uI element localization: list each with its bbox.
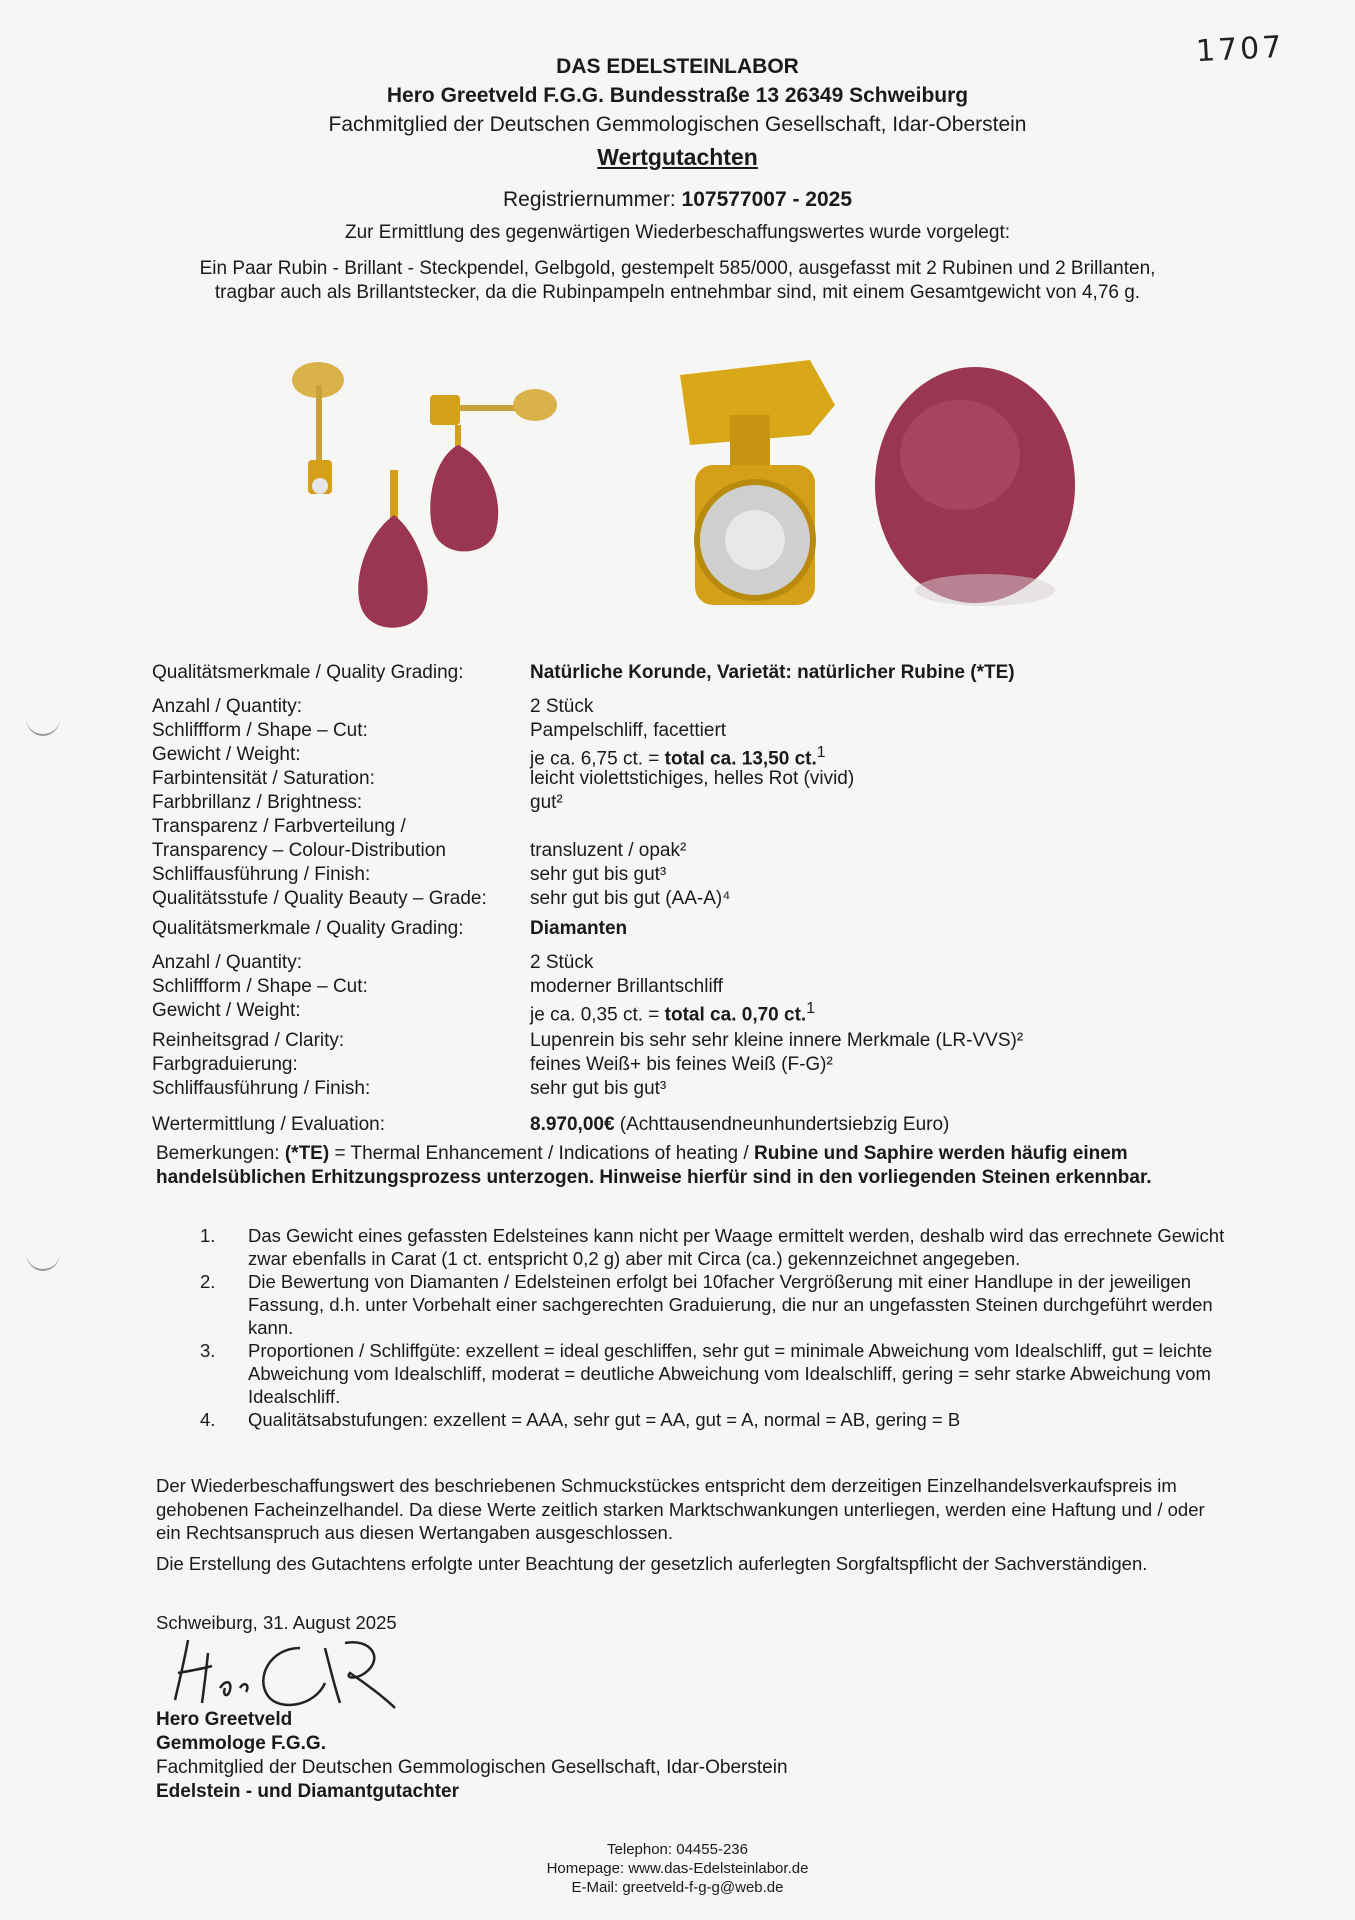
liability-paragraph: Der Wiederbeschaffungswert des beschriebenen Schmuckstückes entspricht dem derzeitigen Einzelhandelsverkaufspreis im gehobenen Facheinzelhandel. Da diese Werte zeitlich starken Marktschwankungen unterliegen, werden eine Haftung und / oder ein Rechtsanspruch aus diesen Wertangaben ausgeschlossen. bbox=[156, 1475, 1205, 1543]
footnote-number: 2. bbox=[200, 1271, 216, 1292]
ruby-weight-footnote: 1 bbox=[816, 744, 826, 761]
ruby-grading-value: Natürliche Korunde, Varietät: natürlicher Rubine (*TE) bbox=[530, 662, 1015, 683]
ruby-weight-total: total ca. 13,50 ct. bbox=[664, 748, 817, 770]
item-description: Ein Paar Rubin - Brillant - Steckpendel, Gelbgold, gestempelt 585/000, ausgefasst mit 2 Rubinen und 2 Brillanten, tragbar auch als Brillantstecker, da die Rubinpampeln entnehmbar sind, mit einem Gesamtgewicht von 4,76 g. bbox=[199, 258, 1156, 303]
ruby-saturation-value: leicht violettstichiges, helles Rot (vivid) bbox=[530, 768, 855, 789]
signer-name: Hero Greetveld bbox=[156, 1709, 293, 1730]
remarks-mid: / Indications of heating / bbox=[542, 1143, 754, 1164]
ruby-weight-label: Gewicht / Weight: bbox=[152, 744, 301, 765]
footer-email bbox=[0, 1878, 1355, 1897]
punch-hole-top bbox=[26, 700, 60, 736]
diamond-grading-value: Diamanten bbox=[530, 918, 628, 939]
diamond-finish-label: Schliffausführung / Finish: bbox=[152, 1078, 371, 1099]
ruby-shape-value: Pampelschliff, facettiert bbox=[530, 720, 727, 741]
ruby-transparency-value: transluzent / opak² bbox=[530, 840, 687, 861]
footnote-item bbox=[200, 1270, 1230, 1339]
ruby-grade-value: sehr gut bis gut (AA-A)⁴ bbox=[530, 888, 731, 909]
diamond-shape-label: Schliffform / Shape – Cut: bbox=[152, 976, 368, 997]
ruby-colour-distribution-label: Transparency – Colour-Distribution bbox=[152, 840, 446, 861]
ruby-quantity-label: Anzahl / Quantity: bbox=[152, 696, 302, 717]
phone-number: 04455-236 bbox=[676, 1841, 748, 1858]
diamond-weight-label: Gewicht / Weight: bbox=[152, 1000, 301, 1021]
footnote-text: Die Bewertung von Diamanten / Edelsteinen erfolgt bei 10facher Vergrößerung mit einer Handlupe in der jeweiligen Fassung, d.h. unter Vorbehalt einer sachgerechten Graduierung, die nur an ungefassten Steinen durchgeführt werden kann. bbox=[248, 1271, 1213, 1338]
diamond-quantity-label: Anzahl / Quantity: bbox=[152, 952, 302, 973]
ruby-saturation-label: Farbintensität / Saturation: bbox=[152, 768, 375, 789]
diligence-paragraph: Die Erstellung des Gutachtens erfolgte unter Beachtung der gesetzlich auferlegten Sorgfaltspflicht der Sachverständigen. bbox=[156, 1553, 1148, 1574]
ruby-brightness-label: Farbbrillanz / Brightness: bbox=[152, 792, 363, 813]
place-date: Schweiburg, 31. August 2025 bbox=[156, 1612, 397, 1633]
ruby-brightness-value: gut² bbox=[530, 792, 563, 813]
ruby-transparency-label: Transparenz / Farbverteilung / bbox=[152, 816, 406, 837]
footer-phone bbox=[0, 1840, 1355, 1859]
signature-block bbox=[156, 1708, 788, 1804]
ruby-closeup-photo bbox=[865, 355, 1085, 625]
lab-address: Hero Greetveld F.G.G. Bundesstraße 13 26349 Schweiburg bbox=[386, 84, 969, 107]
ruby-shape-label: Schliffform / Shape – Cut: bbox=[152, 720, 368, 741]
footnote-item bbox=[200, 1224, 1230, 1270]
remarks-te: (*TE) bbox=[284, 1143, 330, 1164]
earrings-photo bbox=[290, 355, 570, 635]
diamond-quantity-value: 2 Stück bbox=[530, 952, 594, 973]
footer-contact bbox=[0, 1840, 1355, 1897]
diamond-color-label: Farbgraduierung: bbox=[152, 1054, 298, 1075]
registration-line bbox=[0, 188, 1355, 212]
signer-role: Edelstein - und Diamantgutachter bbox=[156, 1781, 459, 1802]
evaluation-words: (Achttausendneunhundertsiebzig Euro) bbox=[614, 1114, 950, 1135]
lab-name: DAS EDELSTEINLABOR bbox=[556, 55, 799, 78]
ruby-weight-each: je ca. 6,75 ct. = bbox=[530, 748, 665, 770]
diamond-weight-footnote: 1 bbox=[806, 1000, 815, 1017]
signer-membership: Fachmitglied der Deutschen Gemmologischen Gesellschaft, Idar-Oberstein bbox=[156, 1757, 788, 1778]
phone-label: Telephon: bbox=[607, 1841, 673, 1858]
ruby-grading-label: Qualitätsmerkmale / Quality Grading: bbox=[152, 662, 464, 683]
evaluation-label: Wertermittlung / Evaluation: bbox=[152, 1114, 386, 1135]
evaluation-value bbox=[530, 1114, 949, 1136]
diamond-weight-value bbox=[530, 1000, 815, 1026]
diamond-finish-value: sehr gut bis gut³ bbox=[530, 1078, 667, 1099]
handwritten-signature bbox=[150, 1628, 400, 1718]
handwritten-number: 1707 bbox=[1195, 29, 1286, 70]
footnote-item bbox=[200, 1408, 1230, 1431]
remarks-eq: = Thermal bbox=[329, 1143, 426, 1164]
document-title: Wertgutachten bbox=[597, 144, 758, 170]
evaluation-amount: 8.970,00€ bbox=[530, 1114, 615, 1135]
ruby-quantity-value: 2 Stück bbox=[530, 696, 594, 717]
ruby-finish-label: Schliffausführung / Finish: bbox=[152, 864, 371, 885]
remarks-bold-text: Rubine und Saphire werden häufig einem handelsüblichen Erhitzungsprozess unterzogen. Hinweise hierfür sind in den vorliegenden Steinen erkennbar. bbox=[156, 1143, 1152, 1188]
diamond-color-value: feines Weiß+ bis feines Weiß (F-G)² bbox=[530, 1054, 833, 1075]
diamond-clarity-label: Reinheitsgrad / Clarity: bbox=[152, 1030, 345, 1051]
letterhead bbox=[0, 52, 1355, 139]
intro-text: Zur Ermittlung des gegenwärtigen Wiederbeschaffungswertes wurde vorgelegt: bbox=[345, 222, 1010, 243]
remarks-enhancement: Enhancement bbox=[425, 1143, 543, 1164]
footnote-text: Qualitätsabstufungen: exzellent = AAA, sehr gut = AA, gut = A, normal = AB, gering = B bbox=[248, 1409, 961, 1430]
diamond-grading-label: Qualitätsmerkmale / Quality Grading: bbox=[152, 918, 464, 939]
diamond-weight-each: je ca. 0,35 ct. = bbox=[530, 1004, 665, 1026]
email-label: E-Mail: bbox=[571, 1879, 619, 1896]
registration-label: Registriernummer: bbox=[502, 188, 676, 211]
footnote-text: Proportionen / Schliffgüte: exzellent = ideal geschliffen, sehr gut = minimale Abweichung vom Idealschliff, gut = leichte Abweichung vom Idealschliff, moderat = deutliche Abweichung vom Idealschliff, gering = sehr starke Abweichung vom Idealschliff. bbox=[248, 1340, 1213, 1407]
diamond-clarity-value: Lupenrein bis sehr sehr kleine innere Merkmale (LR-VVS)² bbox=[530, 1030, 1024, 1051]
diamond-closeup-photo bbox=[660, 355, 840, 635]
remarks-prefix: Bemerkungen: bbox=[156, 1143, 285, 1164]
footnote-item bbox=[200, 1339, 1230, 1408]
ruby-weight-value bbox=[530, 744, 826, 770]
diamond-shape-value: moderner Brillantschliff bbox=[530, 976, 723, 997]
email-address[interactable]: greetveld-f-g-g@web.de bbox=[622, 1879, 784, 1896]
diamond-weight-total: total ca. 0,70 ct. bbox=[664, 1004, 807, 1026]
ruby-grade-label: Qualitätsstufe / Quality Beauty – Grade: bbox=[152, 888, 487, 909]
punch-hole-bottom bbox=[26, 1235, 60, 1271]
lab-membership: Fachmitglied der Deutschen Gemmologischen Gesellschaft, Idar-Oberstein bbox=[328, 113, 1027, 136]
footnote-number: 3. bbox=[200, 1340, 216, 1361]
footnote-number: 1. bbox=[200, 1225, 216, 1246]
homepage-label: Homepage: bbox=[546, 1860, 625, 1877]
homepage-link[interactable]: www.das-Edelsteinlabor.de bbox=[628, 1860, 809, 1877]
footnotes bbox=[200, 1224, 1230, 1431]
remarks bbox=[156, 1142, 1226, 1190]
signer-title: Gemmologe F.G.G. bbox=[156, 1733, 326, 1754]
footnote-number: 4. bbox=[200, 1409, 216, 1430]
footnote-text: Das Gewicht eines gefassten Edelsteines kann nicht per Waage ermittelt werden, deshalb wird das errechnete Gewicht zwar ebenfalls in Carat (1 ct. entspricht 0,2 g) aber mit Circa (ca.) gekennzeichnet angegeben. bbox=[248, 1225, 1225, 1269]
footer-homepage bbox=[0, 1859, 1355, 1878]
registration-number: 107577007 - 2025 bbox=[681, 188, 853, 211]
ruby-finish-value: sehr gut bis gut³ bbox=[530, 864, 667, 885]
